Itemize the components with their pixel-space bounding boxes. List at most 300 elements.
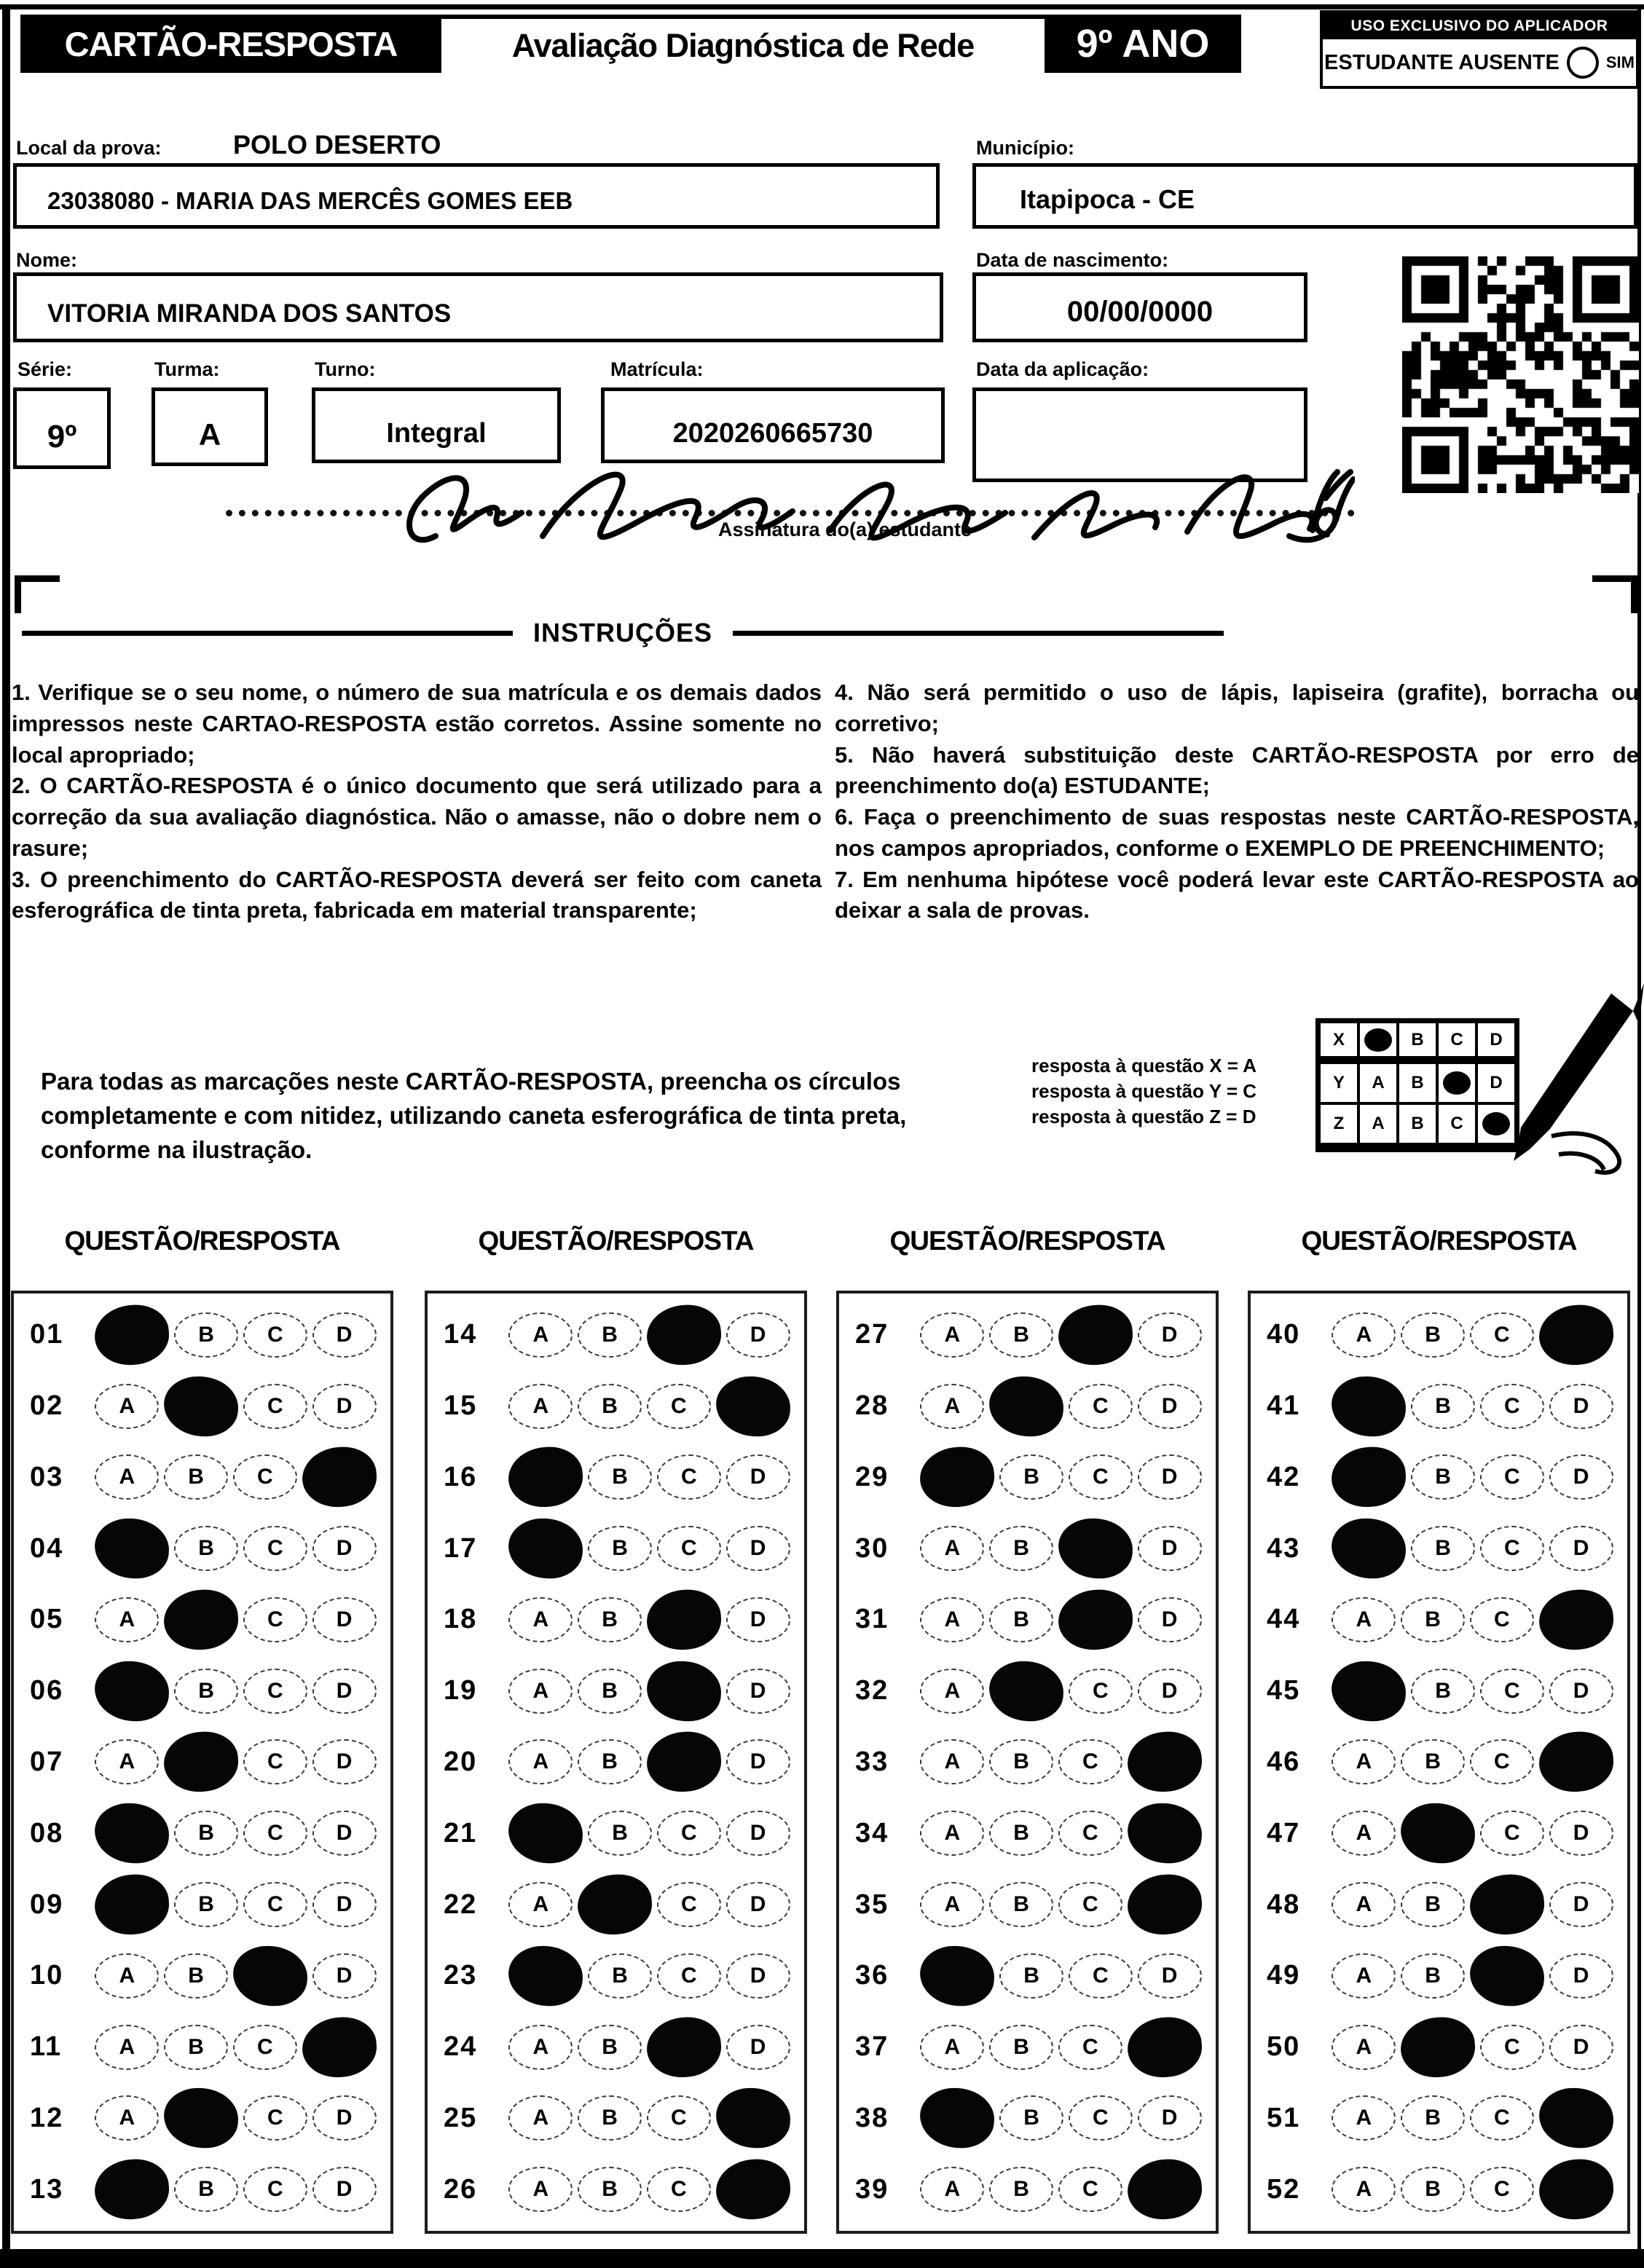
question-number: 49 <box>1267 1960 1301 1991</box>
answer-bubble-q11-D[interactable] <box>300 2015 378 2079</box>
answer-bubble-q04-B[interactable]: B <box>174 1526 238 1571</box>
answer-bubble-q30-D[interactable]: D <box>1138 1526 1202 1571</box>
fill-note: Para todas as marcações neste CARTÃO-RESPOSTA, preencha os círculos completamente e com nitidez, utilizando caneta esferográfica de tinta preta, conforme na ilustração. <box>41 1068 907 1163</box>
answer-bubble-q13-C[interactable]: C <box>243 2167 307 2212</box>
answer-bubble-q41-A[interactable] <box>1330 1374 1407 1438</box>
answer-bubble-q18-A[interactable]: A <box>508 1597 573 1642</box>
answer-bubble-q09-C[interactable]: C <box>243 1882 307 1927</box>
instructions-rule-left <box>22 631 513 636</box>
bubble-group <box>918 1590 1216 1650</box>
answer-bubble-q15-C[interactable]: C <box>647 1384 711 1429</box>
instructions-right-column <box>835 677 1639 926</box>
answer-bubble-q33-B[interactable]: B <box>989 1739 1053 1784</box>
answer-bubble-q33-D[interactable] <box>1125 1730 1203 1795</box>
answer-bubble-q03-D[interactable] <box>300 1445 378 1510</box>
instruction-item: 2. O CARTÃO-RESPOSTA é o único documento que será utilizado para a correção da sua avaliação diagnóstica. Não o amasse, não o dobre nem o rasure; <box>12 773 822 861</box>
answer-bubble-q48-D[interactable]: D <box>1549 1882 1613 1927</box>
municipio-label: Município: <box>976 137 1074 159</box>
answer-bubble-q28-D[interactable]: D <box>1138 1384 1202 1429</box>
answer-bubble-q42-B[interactable]: B <box>1411 1454 1475 1500</box>
answer-bubble-q09-D[interactable]: D <box>312 1882 377 1927</box>
answer-bubble-q52-B[interactable]: B <box>1401 2167 1465 2212</box>
answer-bubble-q14-D[interactable]: D <box>726 1312 790 1358</box>
answer-bubble-q42-C[interactable]: C <box>1480 1454 1544 1500</box>
answer-bubble-q30-B[interactable]: B <box>989 1526 1053 1571</box>
answer-bubble-q05-D[interactable]: D <box>312 1597 377 1642</box>
page-border-top <box>0 4 1644 9</box>
answer-bubble-q16-D[interactable]: D <box>726 1454 790 1500</box>
bubble-group <box>918 2088 1216 2148</box>
question-number: 43 <box>1267 1532 1301 1564</box>
answer-bubble-q47-C[interactable]: C <box>1480 1811 1544 1856</box>
answer-bubble-q19-D[interactable]: D <box>726 1669 790 1714</box>
answer-bubble-q39-B[interactable]: B <box>989 2167 1053 2212</box>
answer-bubble-q03-B[interactable]: B <box>164 1454 228 1500</box>
example-cell-X-D: D <box>1476 1022 1516 1063</box>
turno-label: Turno: <box>315 358 376 380</box>
answer-bubble-q33-C[interactable]: C <box>1058 1739 1122 1784</box>
answer-bubble-q08-A[interactable] <box>93 1802 170 1865</box>
answer-bubble-q33-A[interactable]: A <box>920 1739 984 1784</box>
answer-bubble-q26-C[interactable]: C <box>647 2167 711 2212</box>
answer-bubble-q22-C[interactable]: C <box>657 1882 721 1927</box>
question-row-42 <box>1251 1447 1627 1507</box>
answer-bubble-q46-B[interactable]: B <box>1401 1739 1465 1784</box>
answer-bubble-q43-C[interactable]: C <box>1480 1526 1544 1571</box>
question-number: 47 <box>1267 1817 1301 1848</box>
answer-bubble-q12-D[interactable]: D <box>312 2095 377 2141</box>
answer-bubble-q16-C[interactable]: C <box>657 1454 721 1500</box>
answer-bubble-q23-C[interactable]: C <box>657 1953 721 1999</box>
instruction-item: 5. Não haverá substituição deste CARTÃO-RESPOSTA por erro de preenchimento do(a) ESTUDANTE; <box>835 741 1639 799</box>
answer-bubble-q38-A[interactable] <box>919 2087 996 2150</box>
bubble-group <box>1329 1946 1627 2006</box>
answer-bubble-q29-B[interactable]: B <box>999 1454 1063 1500</box>
answer-bubble-q16-B[interactable]: B <box>588 1454 652 1500</box>
answer-bubble-q21-B[interactable]: B <box>588 1811 652 1856</box>
answer-bubble-q11-A[interactable]: A <box>95 2025 159 2070</box>
answer-bubble-q51-C[interactable]: C <box>1470 2095 1534 2141</box>
answers-column-4 <box>1248 1291 1630 2234</box>
answer-bubble-q50-B[interactable] <box>1399 2015 1476 2079</box>
answer-bubble-q51-A[interactable]: A <box>1332 2095 1396 2141</box>
example-cell-X-C: C <box>1437 1022 1476 1063</box>
answer-bubble-q14-C[interactable] <box>645 1302 723 1367</box>
answer-bubble-q34-A[interactable]: A <box>920 1811 984 1856</box>
answer-bubble-q50-C[interactable]: C <box>1480 2025 1544 2070</box>
question-row-35 <box>839 1875 1216 1934</box>
question-row-27 <box>839 1305 1216 1365</box>
answer-bubble-q50-A[interactable]: A <box>1332 2025 1396 2070</box>
answer-bubble-q01-B[interactable]: B <box>174 1312 238 1358</box>
bubble-group <box>1329 1590 1627 1650</box>
answer-bubble-q52-C[interactable]: C <box>1470 2167 1534 2212</box>
answer-bubble-q10-B[interactable]: B <box>164 1953 228 1999</box>
answer-bubble-q40-B[interactable]: B <box>1401 1312 1465 1358</box>
answer-bubble-q41-D[interactable]: D <box>1549 1384 1613 1429</box>
answer-bubble-q12-A[interactable]: A <box>95 2095 159 2141</box>
answer-bubble-q38-C[interactable]: C <box>1069 2095 1133 2141</box>
answer-bubble-q12-B[interactable] <box>162 2087 240 2150</box>
answer-bubble-q27-A[interactable]: A <box>920 1312 984 1358</box>
answer-bubble-q32-D[interactable]: D <box>1138 1669 1202 1714</box>
answer-bubble-q45-A[interactable] <box>1330 1659 1407 1722</box>
answer-bubble-q20-C[interactable] <box>645 1730 723 1795</box>
corner-mark-left <box>15 575 60 613</box>
answer-bubble-q03-C[interactable]: C <box>233 1454 297 1500</box>
answer-bubble-q48-B[interactable]: B <box>1401 1882 1465 1927</box>
bubble-group <box>93 1946 390 2006</box>
instruction-item: 7. Em nenhuma hipótese você poderá levar este CARTÃO-RESPOSTA ao deixar a sala de provas. <box>835 866 1639 924</box>
question-number: 50 <box>1267 2031 1301 2063</box>
answer-bubble-q46-C[interactable]: C <box>1470 1739 1534 1784</box>
answer-bubble-q27-D[interactable]: D <box>1138 1312 1202 1358</box>
answer-bubble-q23-B[interactable]: B <box>588 1953 652 1999</box>
nome-value: VITORIA MIRANDA DOS SANTOS <box>47 299 452 328</box>
answer-bubble-q19-B[interactable]: B <box>578 1669 642 1714</box>
answer-bubble-q48-A[interactable]: A <box>1332 1882 1396 1927</box>
answer-bubble-q38-B[interactable]: B <box>999 2095 1063 2141</box>
answer-bubble-q38-D[interactable]: D <box>1138 2095 1202 2141</box>
answer-bubble-q47-B[interactable] <box>1399 1802 1476 1865</box>
nascimento-field[interactable] <box>972 272 1307 342</box>
answer-bubble-q31-B[interactable]: B <box>989 1597 1053 1642</box>
bubble-group <box>506 1803 804 1863</box>
answer-bubble-q19-A[interactable]: A <box>508 1669 573 1714</box>
answer-bubble-q19-C[interactable] <box>645 1659 723 1722</box>
answer-bubble-q46-D[interactable] <box>1537 1730 1615 1795</box>
answer-bubble-q25-A[interactable]: A <box>508 2095 573 2141</box>
answer-bubble-q01-D[interactable]: D <box>312 1312 377 1358</box>
answer-bubble-q24-A[interactable]: A <box>508 2025 573 2070</box>
answer-bubble-q32-B[interactable] <box>988 1659 1065 1722</box>
answers-column-2 <box>425 1291 807 2234</box>
answer-bubble-q12-C[interactable]: C <box>243 2095 307 2141</box>
answer-bubble-q28-C[interactable]: C <box>1069 1384 1133 1429</box>
question-row-40 <box>1251 1305 1627 1365</box>
example-cell-X-B: B <box>1398 1022 1437 1063</box>
student-signature <box>393 450 1355 567</box>
example-filled-bubble <box>1364 1028 1392 1052</box>
bubble-group <box>918 2159 1216 2219</box>
question-number: 36 <box>855 1960 889 1991</box>
answer-bubble-q26-D[interactable] <box>714 2157 792 2222</box>
answer-bubble-q25-C[interactable]: C <box>647 2095 711 2141</box>
matricula-label: Matrícula: <box>610 358 704 380</box>
answer-bubble-q02-C[interactable]: C <box>243 1384 307 1429</box>
answer-bubble-q31-C[interactable] <box>1056 1587 1134 1652</box>
answer-bubble-q18-C[interactable] <box>645 1587 723 1652</box>
answer-bubble-q40-A[interactable]: A <box>1332 1312 1396 1358</box>
answer-bubble-q49-C[interactable] <box>1468 1944 1546 2007</box>
answer-bubble-q04-A[interactable] <box>93 1517 170 1580</box>
answer-bubble-q04-D[interactable]: D <box>312 1526 377 1571</box>
answer-bubble-q15-A[interactable]: A <box>508 1384 573 1429</box>
answer-bubble-q11-C[interactable]: C <box>233 2025 297 2070</box>
question-number: 16 <box>444 1461 478 1492</box>
answer-bubble-q09-A[interactable] <box>93 1873 171 1937</box>
answer-bubble-q32-C[interactable]: C <box>1069 1669 1133 1714</box>
bubble-group <box>1329 1661 1627 1721</box>
question-number: 22 <box>444 1889 478 1920</box>
answer-bubble-q29-A[interactable] <box>919 1445 996 1510</box>
example-cell-Z-A: A <box>1358 1103 1398 1144</box>
answer-bubble-q13-B[interactable]: B <box>174 2167 238 2212</box>
answer-bubble-q40-D[interactable] <box>1537 1302 1615 1367</box>
answer-bubble-q30-C[interactable] <box>1057 1517 1134 1580</box>
turma-field[interactable] <box>152 387 268 466</box>
answer-bubble-q23-D[interactable]: D <box>726 1953 790 1999</box>
answer-bubble-q36-C[interactable]: C <box>1069 1953 1133 1999</box>
answer-bubble-q21-D[interactable]: D <box>726 1811 790 1856</box>
answer-bubble-q02-A[interactable]: A <box>95 1384 159 1429</box>
question-number: 06 <box>30 1675 64 1706</box>
answer-bubble-q35-A[interactable]: A <box>920 1882 984 1927</box>
answer-bubble-q25-B[interactable]: B <box>578 2095 642 2141</box>
answer-bubble-q51-D[interactable] <box>1538 2087 1615 2150</box>
answer-bubble-q44-C[interactable]: C <box>1470 1597 1534 1642</box>
answer-bubble-q40-C[interactable]: C <box>1470 1312 1534 1358</box>
answer-bubble-q39-C[interactable]: C <box>1058 2167 1122 2212</box>
answer-bubble-q27-C[interactable] <box>1056 1302 1134 1367</box>
answer-bubble-q06-C[interactable]: C <box>243 1669 307 1714</box>
serie-field[interactable] <box>13 387 111 469</box>
answer-bubble-q42-D[interactable]: D <box>1549 1454 1613 1500</box>
answer-bubble-q46-A[interactable]: A <box>1332 1739 1396 1784</box>
nome-field[interactable] <box>13 272 943 342</box>
question-row-44 <box>1251 1590 1627 1650</box>
answer-bubble-q41-C[interactable]: C <box>1480 1384 1544 1429</box>
answer-bubble-q36-D[interactable]: D <box>1138 1953 1202 1999</box>
bubble-group <box>506 1875 804 1934</box>
question-row-45 <box>1251 1661 1627 1721</box>
answer-bubble-q49-B[interactable]: B <box>1401 1953 1465 1999</box>
bubble-group <box>506 1946 804 2006</box>
answer-bubble-q34-D[interactable] <box>1126 1802 1203 1865</box>
bubble-group <box>93 1519 390 1578</box>
answer-bubble-q36-B[interactable]: B <box>999 1953 1063 1999</box>
answer-bubble-q49-A[interactable]: A <box>1332 1953 1396 1999</box>
local-label: Local da prova: <box>16 137 162 159</box>
school-field[interactable] <box>13 163 940 229</box>
bubble-group <box>506 1305 804 1365</box>
answer-bubble-q28-A[interactable]: A <box>920 1384 984 1429</box>
answer-bubble-q26-B[interactable]: B <box>578 2167 642 2212</box>
answer-bubble-q22-D[interactable]: D <box>726 1882 790 1927</box>
turno-value: Integral <box>386 418 487 449</box>
answer-bubble-q02-B[interactable] <box>162 1374 240 1438</box>
answer-bubble-q23-A[interactable] <box>507 1944 584 2007</box>
answer-bubble-q01-A[interactable] <box>93 1302 171 1367</box>
bubble-group <box>506 1447 804 1507</box>
bubble-group <box>93 1447 390 1507</box>
answer-bubble-q07-B[interactable] <box>162 1730 240 1795</box>
municipio-value: Itapipoca - CE <box>1020 184 1195 214</box>
answers-column-header: QUESTÃO/RESPOSTA <box>1301 1226 1577 1256</box>
bubble-group <box>93 1377 390 1436</box>
answer-bubble-q06-D[interactable]: D <box>312 1669 377 1714</box>
answer-bubble-q31-A[interactable]: A <box>920 1597 984 1642</box>
answer-bubble-q35-B[interactable]: B <box>989 1882 1053 1927</box>
answer-bubble-q05-B[interactable] <box>162 1587 240 1652</box>
answer-bubble-q48-C[interactable] <box>1468 1873 1546 1937</box>
aplicacao-label: Data da aplicação: <box>976 358 1149 380</box>
answer-bubble-q18-D[interactable]: D <box>726 1597 790 1642</box>
answer-bubble-q02-D[interactable]: D <box>312 1384 377 1429</box>
example-cell-Z-B: B <box>1398 1103 1437 1144</box>
answer-bubble-q35-C[interactable]: C <box>1058 1882 1122 1927</box>
answer-bubble-q08-D[interactable]: D <box>312 1811 377 1856</box>
answer-bubble-q01-C[interactable]: C <box>243 1312 307 1358</box>
question-row-28 <box>839 1377 1216 1436</box>
answer-bubble-q08-B[interactable]: B <box>174 1811 238 1856</box>
answer-bubble-q24-C[interactable] <box>645 2015 723 2079</box>
answer-bubble-q51-B[interactable]: B <box>1401 2095 1465 2141</box>
question-number: 02 <box>30 1390 64 1422</box>
question-row-23 <box>428 1946 804 2006</box>
answer-bubble-q07-A[interactable]: A <box>95 1739 159 1784</box>
answer-bubble-q22-A[interactable]: A <box>508 1882 573 1927</box>
answer-bubble-q50-D[interactable]: D <box>1549 2025 1613 2070</box>
answer-bubble-q34-C[interactable]: C <box>1058 1811 1122 1856</box>
question-row-39 <box>839 2159 1216 2219</box>
answer-bubble-q21-A[interactable] <box>507 1802 584 1865</box>
answer-bubble-q52-A[interactable]: A <box>1332 2167 1396 2212</box>
question-row-01 <box>14 1305 390 1365</box>
answer-bubble-q09-B[interactable]: B <box>174 1882 238 1927</box>
answer-bubble-q06-A[interactable] <box>93 1659 170 1722</box>
answer-bubble-q05-C[interactable]: C <box>243 1597 307 1642</box>
question-row-30 <box>839 1519 1216 1578</box>
answer-bubble-q17-D[interactable]: D <box>726 1526 790 1571</box>
question-row-14 <box>428 1305 804 1365</box>
serie-value: 9º <box>47 419 77 454</box>
answer-bubble-q17-C[interactable]: C <box>657 1526 721 1571</box>
answer-bubble-q39-A[interactable]: A <box>920 2167 984 2212</box>
answer-bubble-q20-A[interactable]: A <box>508 1739 573 1784</box>
answer-bubble-q11-B[interactable]: B <box>164 2025 228 2070</box>
answer-bubble-q44-B[interactable]: B <box>1401 1597 1465 1642</box>
answer-bubble-q27-B[interactable]: B <box>989 1312 1053 1358</box>
answer-bubble-q07-D[interactable]: D <box>312 1739 377 1784</box>
answer-bubble-q03-A[interactable]: A <box>95 1454 159 1500</box>
answer-bubble-q47-A[interactable]: A <box>1332 1811 1396 1856</box>
answer-bubble-q35-D[interactable] <box>1125 1873 1203 1937</box>
answer-bubble-q43-B[interactable]: B <box>1411 1526 1475 1571</box>
bubble-group <box>918 1732 1216 1792</box>
answer-bubble-q17-B[interactable]: B <box>588 1526 652 1571</box>
answer-bubble-q29-D[interactable]: D <box>1138 1454 1202 1500</box>
instructions-header <box>22 618 1224 648</box>
answer-bubble-q44-A[interactable]: A <box>1332 1597 1396 1642</box>
question-number: 13 <box>30 2173 64 2205</box>
answer-bubble-q37-C[interactable]: C <box>1058 2025 1122 2070</box>
answer-bubble-q45-D[interactable]: D <box>1549 1669 1613 1714</box>
applicator-box <box>1320 10 1639 89</box>
bubble-group <box>1329 1875 1627 1934</box>
answer-bubble-q15-D[interactable] <box>715 1374 792 1438</box>
answer-bubble-q13-D[interactable]: D <box>312 2167 377 2212</box>
answer-bubble-q43-D[interactable]: D <box>1549 1526 1613 1571</box>
bubble-group <box>918 1377 1216 1436</box>
grade-label: 9º ANO <box>1076 22 1210 66</box>
answer-bubble-q42-A[interactable] <box>1330 1445 1408 1510</box>
answer-bubble-q13-A[interactable] <box>93 2157 171 2222</box>
bubble-group <box>93 1732 390 1792</box>
answer-bubble-q20-D[interactable]: D <box>726 1739 790 1784</box>
answer-bubble-q44-D[interactable] <box>1537 1587 1615 1652</box>
answer-bubble-q14-A[interactable]: A <box>508 1312 573 1358</box>
question-number: 09 <box>30 1889 64 1920</box>
municipio-field[interactable] <box>972 163 1637 229</box>
answer-bubble-q49-D[interactable]: D <box>1549 1953 1613 1999</box>
answer-bubble-q52-D[interactable] <box>1537 2157 1615 2222</box>
answer-bubble-q25-D[interactable] <box>715 2087 792 2150</box>
answer-bubble-q41-B[interactable]: B <box>1411 1384 1475 1429</box>
question-number: 31 <box>855 1604 889 1635</box>
answer-bubble-q24-B[interactable]: B <box>578 2025 642 2070</box>
answer-bubble-q37-D[interactable] <box>1125 2015 1203 2079</box>
answer-bubble-q18-B[interactable]: B <box>578 1597 642 1642</box>
answer-bubble-q22-B[interactable] <box>575 1873 653 1937</box>
question-row-17 <box>428 1519 804 1578</box>
answer-bubble-q45-B[interactable]: B <box>1411 1669 1475 1714</box>
answer-bubble-q32-A[interactable]: A <box>920 1669 984 1714</box>
answer-bubble-q15-B[interactable]: B <box>578 1384 642 1429</box>
question-row-43 <box>1251 1519 1627 1578</box>
answer-bubble-q37-A[interactable]: A <box>920 2025 984 2070</box>
answer-bubble-q10-A[interactable]: A <box>95 1953 159 1999</box>
answer-bubble-q37-B[interactable]: B <box>989 2025 1053 2070</box>
applicator-box-title: USO EXCLUSIVO DO APLICADOR <box>1323 13 1636 39</box>
question-number: 27 <box>855 1319 889 1350</box>
answer-bubble-q36-A[interactable] <box>919 1944 996 2007</box>
question-row-26 <box>428 2159 804 2219</box>
answer-bubble-q34-B[interactable]: B <box>989 1811 1053 1856</box>
answer-bubble-q43-A[interactable] <box>1330 1517 1407 1580</box>
answer-bubble-q30-A[interactable]: A <box>920 1526 984 1571</box>
question-row-20 <box>428 1732 804 1792</box>
answer-bubble-q07-C[interactable]: C <box>243 1739 307 1784</box>
answer-bubble-q26-A[interactable]: A <box>508 2167 573 2212</box>
answer-bubble-q14-B[interactable]: B <box>578 1312 642 1358</box>
answer-bubble-q47-D[interactable]: D <box>1549 1811 1613 1856</box>
answer-bubble-q17-A[interactable] <box>507 1517 584 1580</box>
answer-bubble-q45-C[interactable]: C <box>1480 1669 1544 1714</box>
answer-bubble-q05-A[interactable]: A <box>95 1597 159 1642</box>
answer-bubble-q39-D[interactable] <box>1125 2157 1203 2222</box>
answer-bubble-q29-C[interactable]: C <box>1069 1454 1133 1500</box>
answer-bubble-q16-A[interactable] <box>507 1445 585 1510</box>
question-number: 33 <box>855 1746 889 1777</box>
answer-bubble-q20-B[interactable]: B <box>578 1739 642 1784</box>
answer-bubble-q08-C[interactable]: C <box>243 1811 307 1856</box>
answer-bubble-q06-B[interactable]: B <box>174 1669 238 1714</box>
answer-bubble-q10-C[interactable] <box>232 1944 309 2007</box>
answer-bubble-q28-B[interactable] <box>988 1374 1065 1438</box>
absent-checkbox[interactable] <box>1567 47 1599 79</box>
bubble-group <box>918 1946 1216 2006</box>
answer-bubble-q04-C[interactable]: C <box>243 1526 307 1571</box>
answer-bubble-q10-D[interactable]: D <box>312 1953 377 1999</box>
question-number: 51 <box>1267 2102 1301 2133</box>
question-number: 15 <box>444 1390 478 1422</box>
question-row-51 <box>1251 2088 1627 2148</box>
answer-bubble-q24-D[interactable]: D <box>726 2025 790 2070</box>
answer-bubble-q31-D[interactable]: D <box>1138 1597 1202 1642</box>
answer-bubble-q21-C[interactable]: C <box>657 1811 721 1856</box>
local-value: POLO DESERTO <box>233 130 441 160</box>
